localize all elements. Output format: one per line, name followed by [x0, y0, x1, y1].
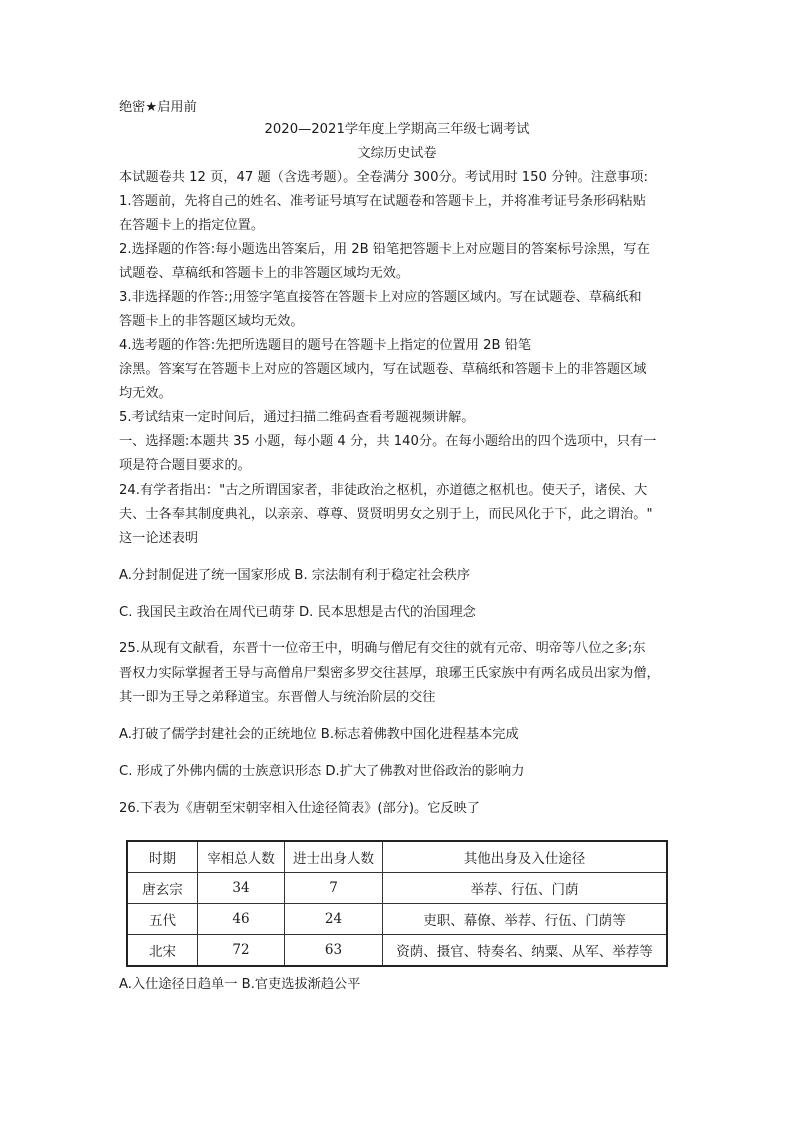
table-header-row — [127, 841, 667, 873]
question-25-options-ab: A.打破了儒学封建社会的正统地位 B.标志着佛教中国化进程基本完成 — [119, 727, 519, 742]
table-cell: 7 — [285, 873, 383, 904]
instruction-line: 试题卷、草稿纸和答题卡上的非答题区域均无效。 — [119, 266, 410, 281]
table-cell: 资荫、摄官、特奏名、纳粟、从军、举荐等 — [383, 935, 668, 967]
instruction-line: 5.考试结束一定时间后，通过扫描二维码查看考题视频讲解。 — [119, 410, 475, 425]
official-entry-table — [126, 840, 668, 967]
table-header-cell: 时期 — [127, 841, 198, 873]
question-25-stem: 晋权力实际掌握者王导与高僧帛尸梨密多罗交往甚厚，琅琊王氏家族中有两名成员出家为僧， — [119, 666, 660, 681]
confidential-label: 绝密★启用前 — [119, 100, 197, 115]
table-row — [127, 873, 667, 904]
instruction-line: 答题卡上的非答题区域均无效。 — [119, 314, 304, 329]
table-cell: 吏职、幕僚、举荐、行伍、门荫等 — [383, 904, 668, 935]
question-25-stem: 其一即为王导之弟释道宝。东晋僧人与统治阶层的交往 — [119, 690, 436, 705]
instruction-line: 涂黑。答案写在答题卡上对应的答题区域内，写在试题卷、草稿纸和答题卡上的非答题区域 — [119, 362, 647, 377]
section-heading: 一、选择题:本题共 35 小题，每小题 4 分，共 140分。在每小题给出的四个选项中，只有一 — [119, 434, 657, 449]
table-cell: 五代 — [127, 904, 198, 935]
question-24-options-ab: A.分封制促进了统一国家形成 B. 宗法制有利于稳定社会秩序 — [119, 568, 471, 583]
table-header-cell: 其他出身及入仕途径 — [383, 841, 668, 873]
section-heading: 项是符合题目要求的。 — [119, 458, 251, 473]
question-24-stem: 这一论述表明 — [119, 531, 199, 546]
instruction-line: 4.选考题的作答:先把所选题目的题号在答题卡上指定的位置用 2B 铅笔 — [119, 338, 532, 353]
question-26-options-ab: A.入仕途径日趋单一 B.官吏选拔渐趋公平 — [119, 977, 361, 992]
question-24-options-cd: C. 我国民主政治在周代已萌芽 D. 民本思想是古代的治国理念 — [119, 605, 476, 620]
question-25-options-cd: C. 形成了外佛内儒的士族意识形态 D.扩大了佛教对世俗政治的影响力 — [119, 764, 525, 779]
instruction-line: 3.非选择题的作答:;用签字笔直接答在答题卡上对应的答题区域内。写在试题卷、草稿纸和 — [119, 290, 642, 305]
exam-title: 2020—2021学年度上学期高三年级七调考试 — [264, 122, 530, 137]
table-cell: 举荐、行伍、门荫 — [383, 873, 668, 904]
table-row — [127, 935, 667, 967]
table-cell: 34 — [198, 873, 285, 904]
table-cell: 北宋 — [127, 935, 198, 967]
instruction-line: 在答题卡上的指定位置。 — [119, 218, 265, 233]
table-cell: 46 — [198, 904, 285, 935]
table-cell: 63 — [285, 935, 383, 967]
instruction-line: 1.答题前，先将自己的姓名、准考证号填写在试题卷和答题卡上，并将准考证号条形码粘贴 — [119, 194, 646, 209]
exam-subtitle: 文综历史试卷 — [357, 146, 437, 161]
table-header-cell: 宰相总人数 — [198, 841, 285, 873]
instruction-line: 本试题卷共 12 页，47 题（含选考题）。全卷满分 300分。考试用时 150 分钟。注意事项: — [119, 170, 648, 185]
instruction-line: 2.选择题的作答:每小题选出答案后，用 2B 铅笔把答题卡上对应题目的答案标号涂黑，写在 — [119, 242, 650, 257]
table-row — [127, 904, 667, 935]
table-header-cell: 进士出身人数 — [285, 841, 383, 873]
question-26-stem: 26.下表为《唐朝至宋朝宰相入仕途径简表》(部分)。它反映了 — [119, 801, 480, 816]
table-cell: 72 — [198, 935, 285, 967]
question-24-stem: 夫、士各奉其制度典礼，以亲亲、尊尊、贤贤明男女之别于上，而民风化于下，此之谓治。" — [119, 507, 653, 522]
table-cell: 24 — [285, 904, 383, 935]
table-cell: 唐玄宗 — [127, 873, 198, 904]
question-25-stem: 25.从现有文献看，东晋十一位帝王中，明确与僧尼有交往的就有元帝、明帝等八位之多;东 — [119, 641, 646, 656]
instruction-line: 均无效。 — [119, 386, 172, 401]
question-24-stem: 24.有学者指出："古之所谓国家者，非徒政治之枢机，亦道德之枢机也。使天子，诸侯、大 — [119, 483, 648, 498]
